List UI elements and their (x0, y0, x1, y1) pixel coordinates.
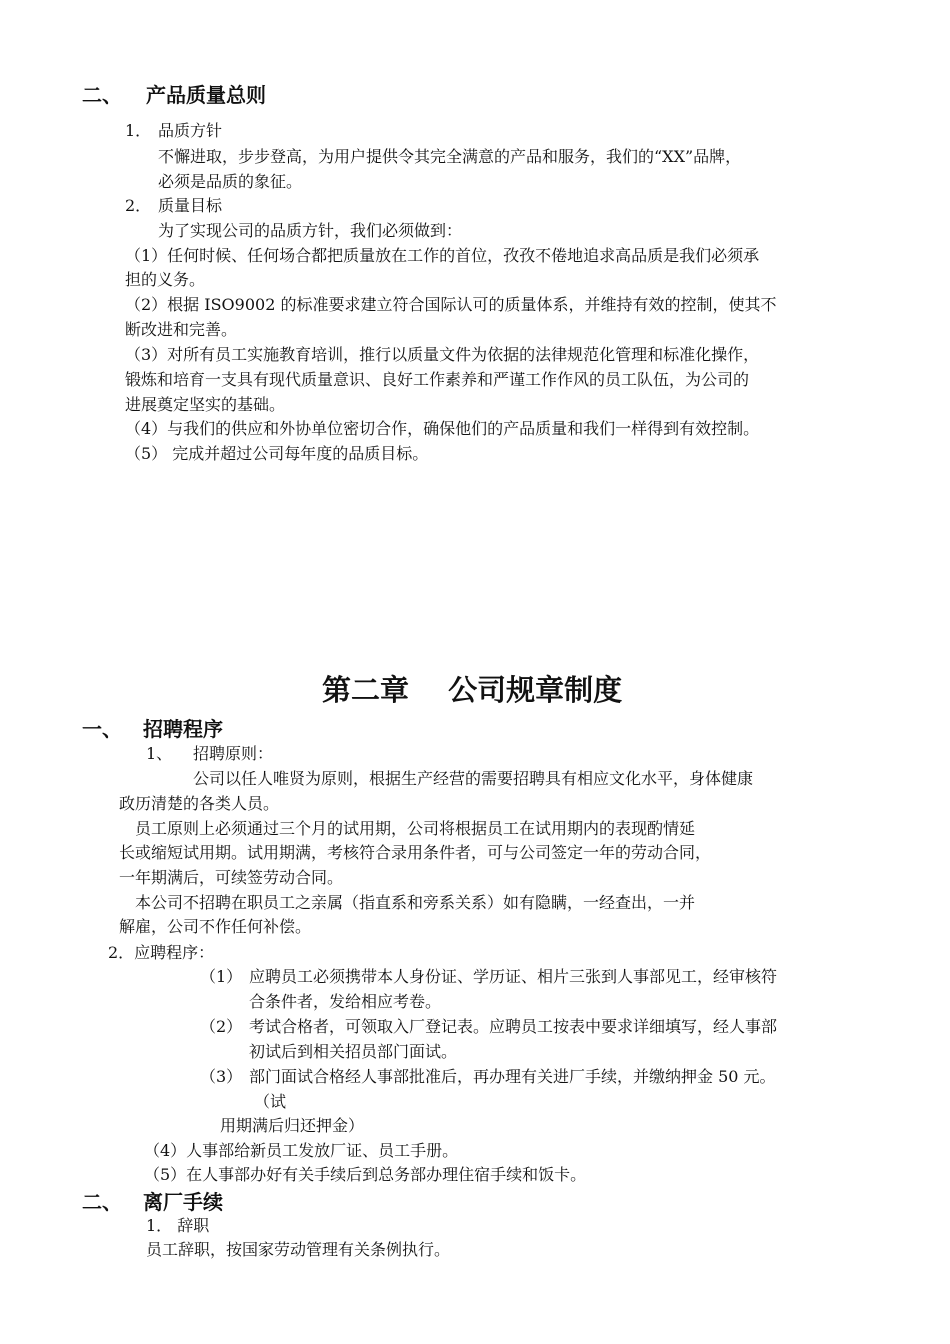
goal-line: 进展奠定坚实的基础。 (125, 395, 286, 414)
section-number: 二、 (82, 1190, 122, 1214)
paragraph-line: 解雇，公司不作任何补偿。 (119, 917, 312, 936)
paragraph-line: 员工原则上必须通过三个月的试用期，公司将根据员工在试用期内的表现酌情延 (135, 819, 696, 838)
paragraph-line: 政历清楚的各类人员。 (119, 794, 280, 813)
item-title: 质量目标 (158, 196, 223, 215)
step-line: 考试合格者，可领取入厂登记表。应聘员工按表中要求详细填写，经人事部 (249, 1017, 778, 1036)
section-title: 离厂手续 (143, 1190, 223, 1214)
goal-line: （1）任何时候、任何场合都把质量放在工作的首位，孜孜不倦地追求高品质是我们必须承 (125, 246, 760, 265)
policy-text-line: 必须是品质的象征。 (158, 172, 303, 191)
item-title: 招聘原则： (193, 744, 274, 763)
step-line: 合条件者，发给相应考卷。 (249, 992, 442, 1011)
step-line: 用期满后归还押金） (220, 1116, 365, 1135)
section-number: 二、 (82, 83, 122, 107)
paragraph-line: 员工辞职，按国家劳动管理有关条例执行。 (146, 1240, 451, 1259)
item-title: 1． 辞职 (146, 1216, 210, 1235)
item-number: 2． (125, 196, 152, 215)
step-line: （5）在人事部办好有关手续后到总务部办理住宿手续和饭卡。 (144, 1165, 587, 1184)
step-line: （4）人事部给新员工发放厂证、员工手册。 (144, 1141, 459, 1160)
step-line: 初试后到相关招员部门面试。 (249, 1042, 458, 1061)
paragraph-line: 一年期满后，可续签劳动合同。 (119, 868, 344, 887)
item-number: 1、 (146, 744, 173, 763)
chapter-title: 第二章 公司规章制度 (322, 673, 623, 707)
step-line: 部门面试合格经人事部批准后，再办理有关进厂手续，并缴纳押金 50 元。 (249, 1067, 776, 1086)
goal-line: 担的义务。 (125, 270, 206, 289)
section-number: 一、 (82, 717, 122, 741)
goal-line: 锻炼和培育一支具有现代质量意识、良好工作素养和严谨工作作风的员工队伍，为公司的 (125, 370, 750, 389)
section-title: 招聘程序 (143, 717, 223, 741)
step-number: （2） (200, 1017, 243, 1036)
paragraph-line: 长或缩短试用期。试用期满，考核符合录用条件者，可与公司签定一年的劳动合同， (119, 843, 712, 862)
policy-text-line: 不懈进取，步步登高，为用户提供令其完全满意的产品和服务，我们的“XX”品牌， (158, 147, 742, 166)
item-title: 品质方针 (158, 121, 223, 140)
goal-line: （4）与我们的供应和外协单位密切合作，确保他们的产品质量和我们一样得到有效控制。 (125, 419, 760, 438)
goal-line: （2）根据 ISO9002 的标准要求建立符合国际认可的质量体系，并维持有效的控制，使其不 (125, 295, 777, 314)
step-line: 应聘员工必须携带本人身份证、学历证、相片三张到人事部见工，经审核符 (249, 967, 778, 986)
goal-line: 断改进和完善。 (125, 320, 238, 339)
paragraph-line: 本公司不招聘在职员工之亲属（指直系和旁系关系）如有隐瞒，一经查出，一并 (135, 893, 696, 912)
paragraph-line: 公司以任人唯贤为原则，根据生产经营的需要招聘具有相应文化水平，身体健康 (193, 769, 754, 788)
step-line: （试 (254, 1092, 287, 1111)
goal-line: （5） 完成并超过公司每年度的品质目标。 (125, 444, 429, 463)
item-number: 1． (125, 121, 152, 140)
goal-line: （3）对所有员工实施教育培训，推行以质量文件为依据的法律规范化管理和标准化操作， (125, 345, 760, 364)
section-title: 产品质量总则 (146, 83, 266, 107)
step-number: （1） (200, 967, 243, 986)
step-number: （3） (200, 1067, 243, 1086)
item-title: 2．应聘程序： (108, 943, 215, 962)
goal-intro: 为了实现公司的品质方针，我们必须做到： (158, 221, 463, 240)
